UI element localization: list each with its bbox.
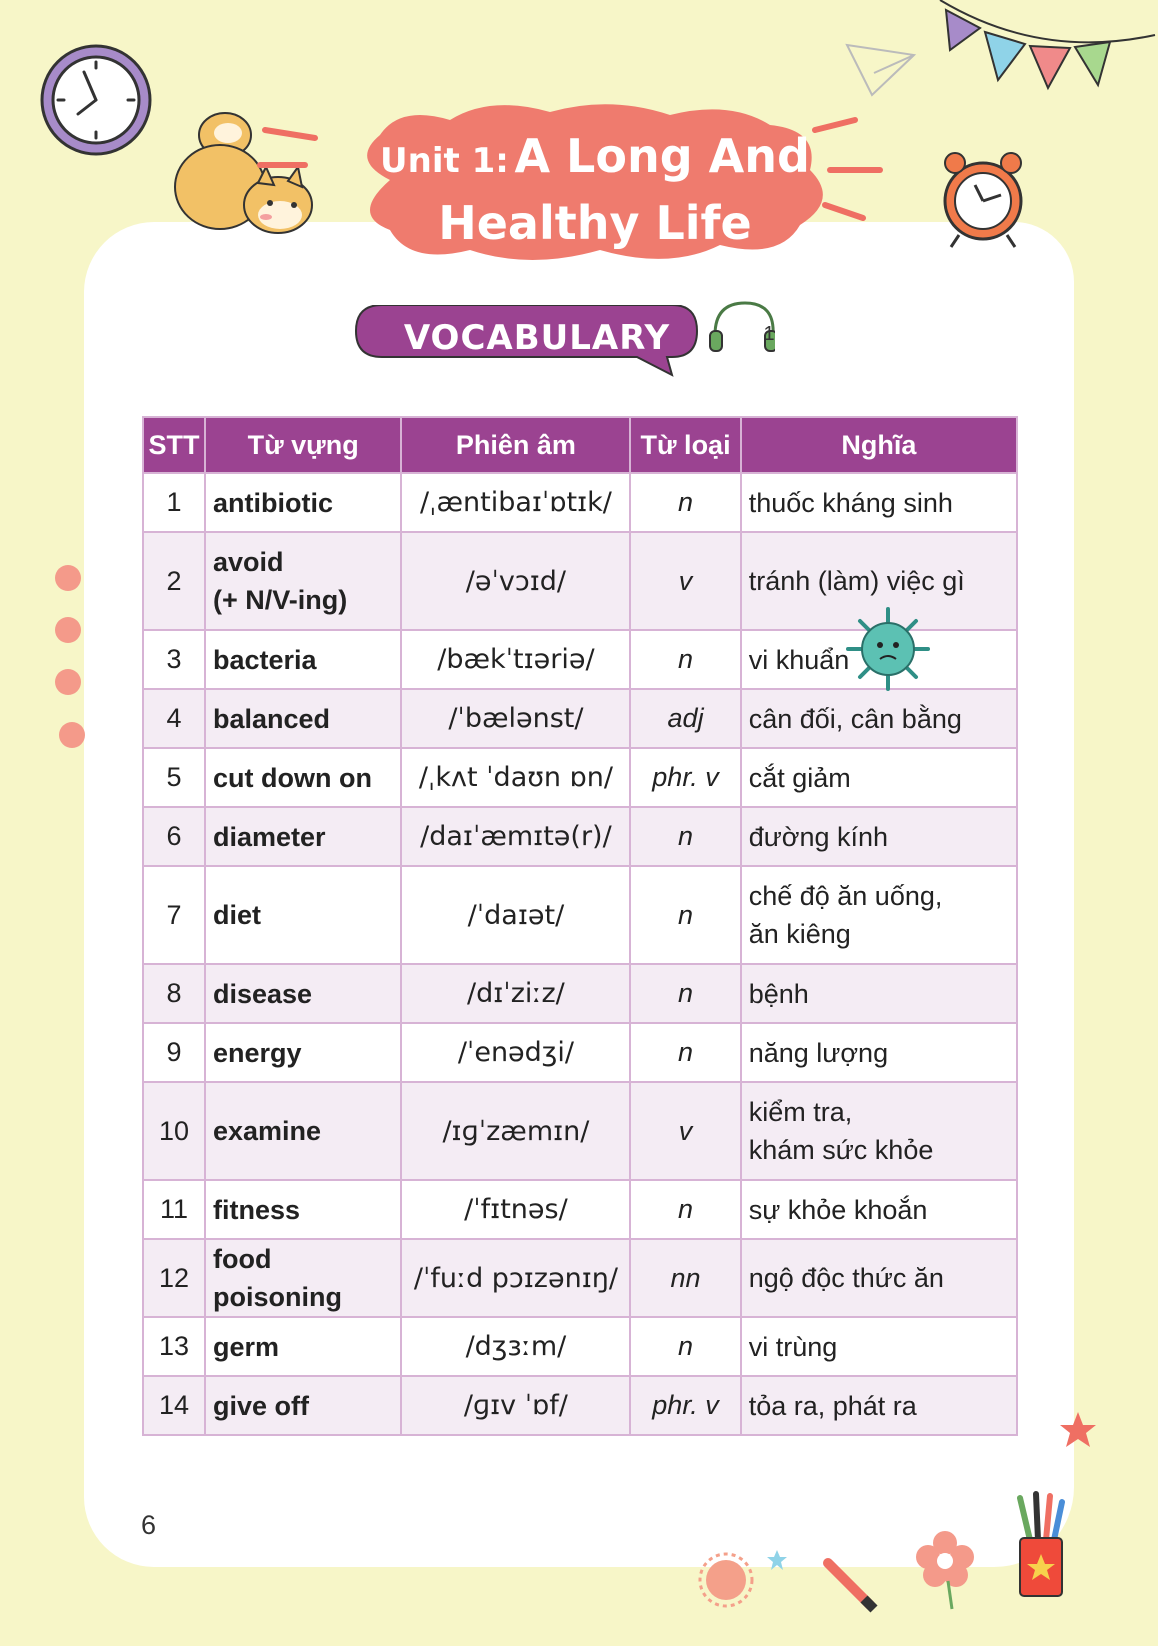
cell-word-class: n [630, 630, 740, 689]
cell-stt: 6 [143, 807, 205, 866]
table-row [143, 807, 1017, 866]
cell-word-class: n [630, 964, 740, 1023]
page-number: 6 [141, 1510, 157, 1540]
cell-word: energy [205, 1023, 401, 1082]
cell-stt: 7 [143, 866, 205, 964]
cell-word-class: n [630, 1023, 740, 1082]
cell-meaning: thuốc kháng sinh [741, 473, 1017, 532]
table-row [143, 630, 1017, 689]
cell-word-class: phr. v [630, 748, 740, 807]
cell-word: food poisoning [205, 1239, 401, 1317]
cell-word: germ [205, 1317, 401, 1376]
cell-stt: 11 [143, 1180, 205, 1239]
clock-icon [38, 42, 154, 158]
header-pronunciation: Phiên âm [401, 417, 630, 473]
cell-word-class: n [630, 807, 740, 866]
cell-word: examine [205, 1082, 401, 1180]
table-row [143, 1082, 1017, 1180]
alarm-clock-icon [935, 145, 1035, 250]
meaning-text: vi khuẩn [748, 644, 850, 675]
cell-meaning [741, 866, 1017, 964]
cell-stt: 8 [143, 964, 205, 1023]
meaning-line-2: khám sức khỏe [748, 1135, 934, 1165]
cell-stt: 12 [143, 1239, 205, 1317]
audio-track-number: 1 [763, 323, 775, 345]
header-stt: STT [143, 417, 205, 473]
cell-word-class: nn [630, 1239, 740, 1317]
table-row [143, 473, 1017, 532]
header-word-class: Từ loại [630, 417, 740, 473]
cell-meaning [741, 1082, 1017, 1180]
cell-word-class: phr. v [630, 1376, 740, 1435]
cell-word: give off [205, 1376, 401, 1435]
table-row [143, 1239, 1017, 1317]
cell-meaning: vi trùng [741, 1317, 1017, 1376]
table-row [143, 748, 1017, 807]
page-title [350, 128, 840, 251]
table-row [143, 1180, 1017, 1239]
cell-word: antibiotic [205, 473, 401, 532]
cell-pronunciation: /ɪɡˈzæmɪn/ [401, 1082, 630, 1180]
cell-stt: 2 [143, 532, 205, 630]
cell-word-class: n [630, 1317, 740, 1376]
cell-pronunciation: /dɪˈziːz/ [401, 964, 630, 1023]
cell-meaning: cắt giảm [741, 748, 1017, 807]
cell-word-class: n [630, 1180, 740, 1239]
cell-pronunciation: /ˈenədʒi/ [401, 1023, 630, 1082]
virus-icon [842, 603, 934, 695]
cell-meaning: sự khỏe khoắn [741, 1180, 1017, 1239]
cell-stt: 5 [143, 748, 205, 807]
cell-word: bacteria [205, 630, 401, 689]
section-title: VOCABULARY [403, 318, 671, 358]
sun-icon [696, 1550, 756, 1610]
cell-stt: 14 [143, 1376, 205, 1435]
header-word: Từ vựng [205, 417, 401, 473]
cell-word-class: n [630, 866, 740, 964]
cell-pronunciation: /ˈfuːd pɔɪzənɪŋ/ [401, 1239, 630, 1317]
table-row [143, 866, 1017, 964]
cell-word: diameter [205, 807, 401, 866]
cell-pronunciation: /dʒɜːm/ [401, 1317, 630, 1376]
cell-meaning: bệnh [741, 964, 1017, 1023]
header-meaning: Nghĩa [741, 417, 1017, 473]
table-header-row [143, 417, 1017, 473]
cell-pronunciation: /əˈvɔɪd/ [401, 532, 630, 630]
cell-meaning: đường kính [741, 807, 1017, 866]
table-row [143, 689, 1017, 748]
title-line-2: Healthy Life [438, 196, 752, 250]
cell-pronunciation: /ˌæntibaɪˈɒtɪk/ [401, 473, 630, 532]
cell-word: diet [205, 866, 401, 964]
meaning-line-2: ăn kiêng [748, 919, 851, 949]
cell-pronunciation: /ˈbælənst/ [401, 689, 630, 748]
bunting-icon [930, 0, 1158, 95]
table-row [143, 1317, 1017, 1376]
table-row [143, 1376, 1017, 1435]
cell-pronunciation: /ɡɪv ˈɒf/ [401, 1376, 630, 1435]
cell-meaning: tránh (làm) việc gì [741, 532, 1017, 630]
paper-plane-icon [842, 35, 922, 105]
star-icon [765, 1548, 789, 1572]
word-line-1: avoid [212, 547, 284, 577]
cell-pronunciation: /ˌkʌt ˈdaʊn ɒn/ [401, 748, 630, 807]
cell-meaning: ngộ độc thức ăn [741, 1239, 1017, 1317]
cell-word-class: n [630, 473, 740, 532]
unit-label: Unit 1: [380, 141, 509, 181]
cell-meaning: năng lượng [741, 1023, 1017, 1082]
cell-stt: 9 [143, 1023, 205, 1082]
cell-pronunciation: /bækˈtɪəriə/ [401, 630, 630, 689]
cell-word: cut down on [205, 748, 401, 807]
cell-word-class: v [630, 532, 740, 630]
star-icon [1058, 1410, 1098, 1450]
cell-word: disease [205, 964, 401, 1023]
title-line-1: A Long And [514, 129, 810, 183]
cell-word [205, 532, 401, 630]
cell-word-class: adj [630, 689, 740, 748]
pencil-cup-icon [1010, 1490, 1070, 1600]
cell-stt: 10 [143, 1082, 205, 1180]
cell-meaning [741, 630, 1017, 689]
cell-word-class: v [630, 1082, 740, 1180]
cell-stt: 1 [143, 473, 205, 532]
cell-meaning: cân đối, cân bằng [741, 689, 1017, 748]
meaning-line-1: chế độ ăn uống, [748, 881, 943, 911]
cell-stt: 3 [143, 630, 205, 689]
cell-pronunciation: /ˈdaɪət/ [401, 866, 630, 964]
cell-stt: 4 [143, 689, 205, 748]
word-line-2: (+ N/V-ing) [212, 585, 348, 615]
cell-word: balanced [205, 689, 401, 748]
table-row [143, 1023, 1017, 1082]
vocabulary-table [142, 416, 1018, 1436]
flower-icon [48, 560, 93, 760]
flower-icon [910, 1525, 980, 1610]
meaning-line-1: kiểm tra, [748, 1097, 853, 1127]
cell-pronunciation: /ˈfɪtnəs/ [401, 1180, 630, 1239]
pencil-icon [820, 1555, 880, 1615]
table-row [143, 964, 1017, 1023]
cell-pronunciation: /daɪˈæmɪtə(r)/ [401, 807, 630, 866]
cell-meaning: tỏa ra, phát ra [741, 1376, 1017, 1435]
cell-stt: 13 [143, 1317, 205, 1376]
cell-word: fitness [205, 1180, 401, 1239]
